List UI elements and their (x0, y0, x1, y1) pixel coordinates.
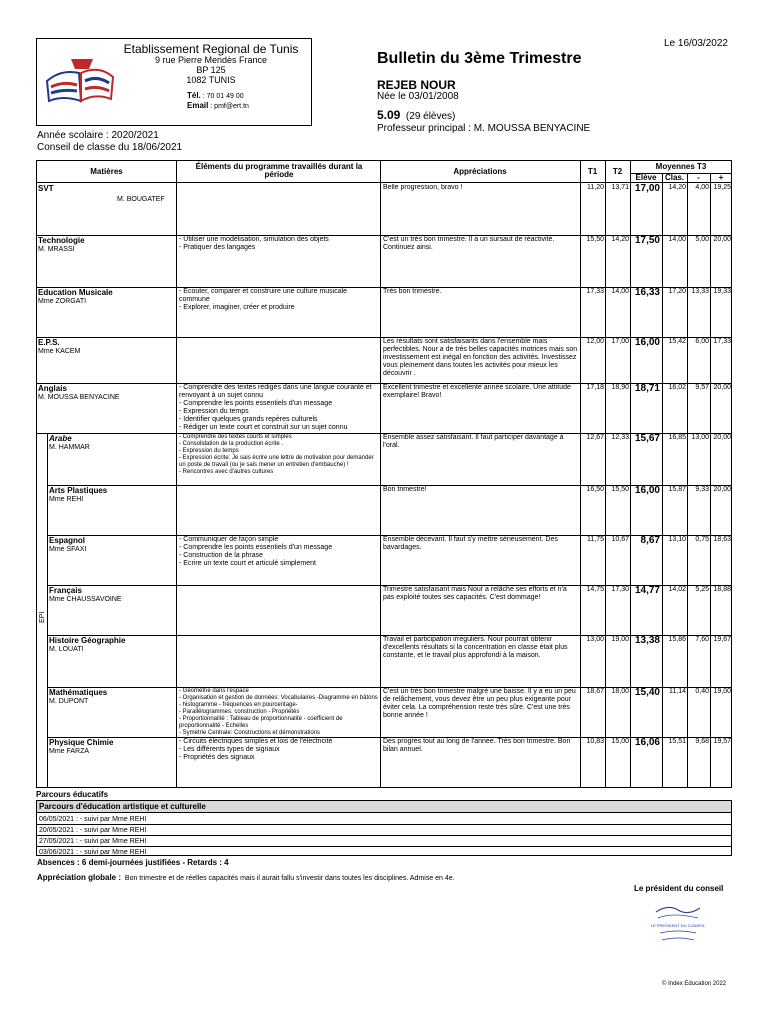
subject-teacher: M. DUPONT (49, 698, 89, 705)
subject-elements: - Comprendre des textes rédigés dans une langue courante et renvoyant à un sujet connu - Comprendre les points essentiels d'un message - Expression du temps - Identifier quelques grands repères culturels - Rédiger un texte court et construit sur un sujet connu (179, 384, 372, 431)
school-year: Année scolaire : 2020/2021 (37, 130, 159, 141)
grade-classe: 14,02 (668, 586, 686, 593)
grade-classe: 11,14 (669, 688, 686, 695)
subject-elements: - Géométrie dans l'espace - Organisation et gestion de données: Vocabulaires -Diagramme en bâtons - histogramme - fréquences en pourcentage- - Parallélogrammes: construction - Propriétés - Proportionnalité : Tableau de proportionnalité - coefficient de proportionnalité - Echelles - Symétrie Centrale: Constructions et démonstrations (179, 688, 378, 736)
subject-teacher: Mme ZORGATI (38, 298, 87, 305)
subject-teacher: Mme KACEM (38, 348, 81, 355)
grade-t2: 18,00 (611, 688, 629, 695)
school-tel: Tél. : 70 01 49 00 (187, 91, 244, 100)
grade-classe: 15,51 (668, 738, 686, 745)
grade-max: 20,00 (713, 434, 731, 441)
svg-text:LE PRESIDENT DU CONSEIL: LE PRESIDENT DU CONSEIL (650, 923, 706, 928)
grade-eleve: 16,06 (634, 737, 660, 748)
grade-min: 0,40 (695, 688, 709, 695)
grade-min: 5,25 (695, 586, 709, 593)
global-appreciation: Appréciation globale : Bon trimestre et de réelles capacités mais il aurait fallu s'investir dans toutes les disciplines. Admise en 4e. (37, 873, 455, 882)
parcours-box (36, 800, 732, 856)
grade-t1: 11,20 (587, 184, 604, 191)
subject-name: Espagnol (49, 536, 86, 545)
subject-appreciation: Excellent trimestre et excellente année scolaire. Une attitude exemplaire! Bravo! (383, 384, 571, 399)
header-max: + (718, 173, 724, 182)
school-header (36, 38, 312, 126)
subject-teacher: M. MRASSI (38, 246, 75, 253)
school-city: 1082 TUNIS (186, 75, 236, 85)
grade-min: 9,33 (695, 486, 709, 493)
subject-appreciation: Ensemble décevant. Il faut s'y mettre sérieusement. Des bavardages. (383, 536, 558, 551)
bulletin-title: Bulletin du 3ème Trimestre (377, 50, 582, 67)
grade-eleve: 15,67 (634, 433, 660, 444)
parcours-row: 03/06/2021 : - suivi par Mme REHI (39, 849, 147, 856)
subject-teacher: M. HAMMAR (49, 444, 90, 451)
grades-table (36, 160, 732, 788)
grade-t1: 10,83 (586, 738, 604, 745)
footer-copyright: © Index Education 2022 (662, 981, 727, 987)
school-email: Email : pmf@ert.tn (187, 101, 249, 110)
subject-appreciation: C'est un très bon trimestre. Il a un sursaut de réactivité. Continuez ainsi. (383, 236, 555, 251)
grade-t1: 12,67 (586, 434, 604, 441)
grade-max: 17,33 (713, 338, 731, 345)
subject-elements: - Utiliser une modélisation, simulation des objets - Pratiquer des langages (179, 236, 329, 251)
grade-eleve: 17,00 (634, 183, 660, 194)
grade-max: 20,00 (713, 236, 731, 243)
subject-teacher: Mme SFAXI (49, 546, 87, 553)
subject-name: Mathématiques (49, 688, 108, 697)
grade-classe: 15,86 (668, 636, 686, 643)
grade-t1: 16,50 (586, 486, 604, 493)
grade-t2: 14,00 (611, 288, 629, 295)
grade-t2: 14,20 (611, 236, 629, 243)
grade-eleve: 14,77 (634, 585, 660, 596)
print-date: Le 16/03/2022 (664, 38, 728, 49)
subject-appreciation: Trimestre satisfaisant mais Nour a relâché ses efforts et n'a pas exploité toutes ses capacités. C'est dommage! (383, 586, 567, 601)
school-address: 9 rue Pierre Mendès France (154, 55, 268, 65)
subject-teacher: M. BOUGATEF (117, 196, 165, 203)
grade-t1: 12,00 (586, 338, 604, 345)
grade-t1: 17,33 (586, 288, 604, 295)
grade-max: 19,57 (713, 738, 731, 745)
subject-name: Arabe (49, 434, 72, 443)
grade-eleve: 18,71 (634, 383, 660, 394)
grade-classe: 14,00 (668, 236, 686, 243)
subject-teacher: M. LOUATI (49, 646, 84, 653)
grade-min: 13,33 (691, 288, 709, 295)
grade-t2: 15,50 (611, 486, 629, 493)
header-appreciations: Appréciations (453, 167, 507, 176)
header-t1: T1 (587, 167, 598, 176)
grade-min: 7,60 (695, 636, 709, 643)
grade-t2: 13,71 (611, 184, 629, 191)
grade-t1: 15,50 (586, 236, 604, 243)
header-matieres: Matières (90, 167, 123, 176)
subject-appreciation: Travail et participation irreguliers. Nour pourrait obtenir d'excellents résultats si la concentration en classe était plus constante, et le travail plus approfondi à la maison. (383, 636, 568, 659)
grade-max: 19,33 (713, 288, 731, 295)
epi-label: EPI (39, 611, 46, 623)
grade-t2: 18,90 (611, 384, 629, 391)
subject-appreciation: Des progrès tout au long de l'année. Très bon trimestre. Bon bilan annuel. (383, 738, 571, 753)
grade-min: 9,68 (695, 738, 709, 745)
grade-t1: 18,67 (586, 688, 604, 695)
subject-appreciation: Bon trimestre! (383, 486, 427, 493)
president-label: Le président du conseil (634, 884, 724, 893)
grade-max: 18,63 (713, 536, 731, 543)
grade-classe: 15,87 (668, 486, 686, 493)
header-t2: T2 (612, 167, 623, 176)
class-rank: 5.09 (29 élèves) (377, 108, 456, 122)
grade-eleve: 13,38 (634, 635, 660, 646)
signature-stamp (648, 900, 708, 950)
grade-classe: 16,02 (668, 384, 686, 391)
parcours-heading: Parcours d'éducation artistique et culturelle (37, 801, 731, 813)
subject-name: Education Musicale (38, 288, 113, 297)
grade-max: 19,67 (713, 636, 731, 643)
subject-elements: - Ecouter, comparer et construire une culture musicale commune - Explorer, imaginer, créer et produire (179, 288, 348, 311)
header-eleve: Elève (635, 173, 657, 182)
epi-top-line (37, 433, 732, 434)
subject-elements (179, 184, 378, 234)
grade-t2: 15,00 (611, 738, 629, 745)
grade-max: 20,00 (713, 486, 731, 493)
school-logo (41, 51, 121, 113)
grade-min: 9,57 (695, 384, 709, 391)
grade-t1: 14,75 (586, 586, 604, 593)
parcours-row: 06/05/2021 : - suivi par Mme REHI (37, 814, 731, 825)
parcours-title: Parcours éducatifs (36, 790, 109, 799)
subject-name: Arts Plastiques (49, 486, 108, 495)
subject-elements: - Comprendre des textes courts et simples - Consolidation de la production écrite . - Expression du temps - Expression écrite: Je sais écrire une lettre de motivation pour demander un poste de travail (ou je sais mener un entretien d'embauche) ! - Rencontres avec d'autres cultures (179, 434, 374, 475)
student-birthdate: Née le 03/01/2008 (377, 91, 459, 102)
grade-classe: 17,20 (668, 288, 686, 295)
subject-name: Histoire Géographie (49, 636, 126, 645)
grade-t1: 17,18 (586, 384, 604, 391)
subject-appreciation: C'est un très bon trimestre malgré une baisse. Il y a eu un peu de relâchement, vous devez être un peu plus exigeante pour éviter cela. La compréhension reste très sûre. C'est une très bonne année ! (383, 688, 576, 719)
subject-elements: - Circuits électriques simples et lois de l'électricité - Les différents types de signaux - Propriétés des signaux (179, 738, 333, 761)
subject-name: Physique Chimie (49, 738, 114, 747)
grade-classe: 13,10 (668, 536, 686, 543)
grade-t2: 10,67 (611, 536, 629, 543)
header-elements: Éléments du programme travaillés durant la période (195, 162, 363, 179)
school-bp: BP 125 (196, 65, 226, 75)
subject-teacher: Mme CHAUSSAVOINE (49, 596, 122, 603)
subject-teacher: M. MOUSSA BENYACINE (38, 394, 120, 401)
header-moyennes: Moyennes T3 (655, 162, 707, 171)
parcours-row: 20/05/2021 : - suivi par Mme REHI (37, 825, 731, 836)
grade-eleve: 16,33 (634, 287, 660, 298)
grade-classe: 14,20 (668, 184, 686, 191)
subject-elements (179, 338, 378, 382)
grade-max: 19,00 (713, 688, 731, 695)
grade-min: 4,00 (695, 184, 709, 191)
absences: Absences : 6 demi-journées justifiées - Retards : 4 (37, 858, 229, 867)
subject-name: E.P.S. (38, 338, 60, 347)
subject-name: Technologie (38, 236, 85, 245)
grade-max: 19,25 (713, 184, 731, 191)
grade-eleve: 17,50 (634, 235, 660, 246)
subject-elements (179, 486, 378, 534)
grade-t2: 19,00 (611, 636, 629, 643)
school-name: Etablissement Regional de Tunis (123, 42, 299, 56)
subject-name: Anglais (38, 384, 67, 393)
grade-max: 18,88 (713, 586, 731, 593)
grade-classe: 15,42 (668, 338, 686, 345)
grade-classe: 16,85 (668, 434, 686, 441)
subject-appreciation: Belle progression, bravo ! (383, 184, 463, 191)
grade-t1: 13,00 (586, 636, 604, 643)
grade-min: 5,00 (695, 236, 709, 243)
grade-eleve: 16,00 (634, 337, 660, 348)
grade-t2: 17,00 (611, 338, 629, 345)
grade-min: 6,00 (695, 338, 709, 345)
subject-teacher: Mme FARZA (49, 748, 90, 755)
council-date: Conseil de classe du 18/06/2021 (37, 142, 183, 153)
grade-t2: 12,33 (611, 434, 629, 441)
subject-elements (179, 586, 378, 634)
subject-name: SVT (38, 184, 54, 193)
main-teacher: Professeur principal : M. MOUSSA BENYACINE (377, 123, 591, 134)
grade-eleve: 15,40 (634, 687, 660, 698)
grade-min: 0,75 (695, 536, 709, 543)
subject-elements (179, 636, 378, 686)
subject-appreciation: Les résultats sont satisfaisants dans l'ensemble mais perfectibles. Nour a de très belles capacités motrices mais son investissement est inégal en fonction des activités. Investissez vous pleinement dans toutes les activités pour mieux les découvrir . (383, 338, 578, 377)
grade-eleve: 16,00 (634, 485, 660, 496)
grade-eleve: 8,67 (640, 535, 660, 546)
subject-elements: - Communiquer de façon simple - Comprendre les points essentiels d'un message - Construction de la phrase - Ecrire un texte court et articulé simplement (179, 536, 333, 567)
subject-name: Français (49, 586, 82, 595)
header-min: - (697, 173, 700, 182)
subject-teacher: Mme REHI (49, 496, 84, 503)
subject-appreciation: Très bon trimestre. (383, 288, 442, 295)
grade-t2: 17,30 (611, 586, 629, 593)
parcours-row: 27/05/2021 : - suivi par Mme REHI (37, 836, 731, 847)
grade-min: 13,00 (691, 434, 709, 441)
subject-appreciation: Ensemble assez satisfaisant. Il faut participer davantage à l'oral. (383, 434, 564, 449)
student-name: REJEB NOUR (377, 78, 456, 92)
header-classe: Clas. (664, 173, 685, 182)
grade-max: 20,00 (713, 384, 731, 391)
grade-t1: 11,75 (587, 536, 604, 543)
